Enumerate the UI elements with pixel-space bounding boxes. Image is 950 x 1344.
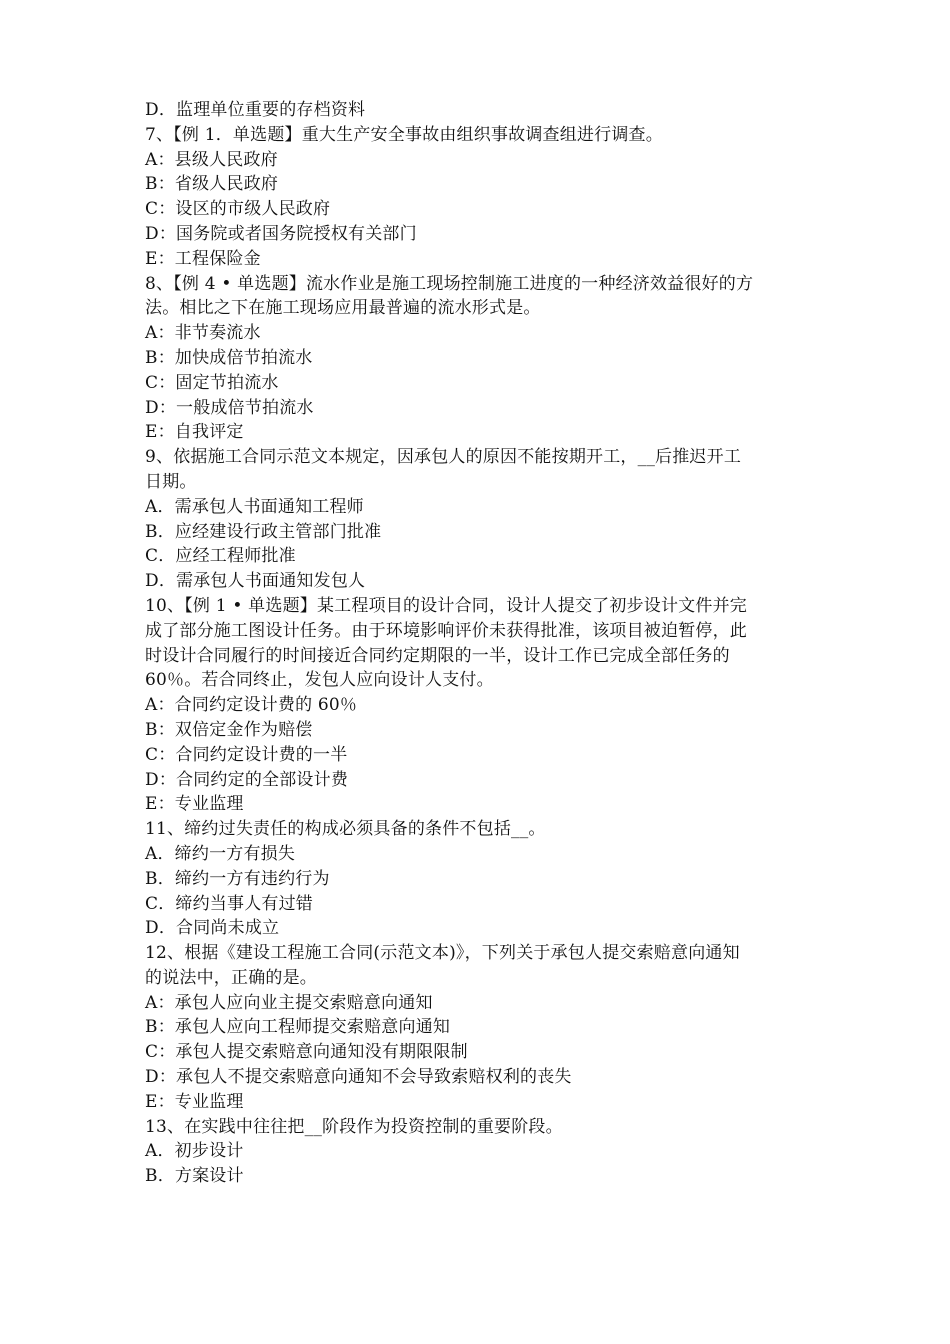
- answer-option-line: C：承包人提交索赔意向通知没有期限限制: [145, 1042, 468, 1063]
- answer-option-line: A：承包人应向业主提交索赔意向通知: [145, 992, 433, 1013]
- answer-option-line: A．需承包人书面通知工程师: [145, 496, 364, 517]
- answer-option-line: E：工程保险金: [145, 248, 261, 269]
- answer-option-line: B．应经建设行政主管部门批准: [145, 521, 382, 542]
- answer-option-line: B：承包人应向工程师提交索赔意向通知: [145, 1017, 451, 1038]
- answer-option-line: B：加快成倍节拍流水: [145, 347, 313, 368]
- answer-option-line: C．缔约当事人有过错: [145, 893, 314, 914]
- question-text-line: 的说法中，正确的是。: [145, 967, 317, 988]
- question-text-line: 日期。: [145, 471, 197, 492]
- answer-option-line: D．需承包人书面通知发包人: [145, 571, 366, 592]
- answer-option-line: A．缔约一方有损失: [145, 843, 296, 864]
- question-text-line: 7、【例 1．单选题】重大生产安全事故由组织事故调查组进行调查。: [145, 124, 663, 145]
- question-text-line: 法。相比之下在施工现场应用最普遍的流水形式是。: [145, 298, 541, 319]
- answer-option-line: B．方案设计: [145, 1166, 244, 1187]
- answer-option-line: A：县级人民政府: [145, 149, 278, 170]
- answer-option-line: A：合同约定设计费的 60％: [145, 695, 358, 716]
- question-text-line: 10、【例 1 • 单选题】某工程项目的设计合同，设计人提交了初步设计文件并完: [145, 595, 747, 616]
- question-text-line: 13、在实践中往往把__阶段作为投资控制的重要阶段。: [145, 1116, 563, 1137]
- question-text-line: 60％。若合同终止，发包人应向设计人支付。: [145, 670, 494, 691]
- question-text-line: 时设计合同履行的时间接近合同约定期限的一半，设计工作已完成全部任务的: [145, 645, 730, 666]
- question-text-line: 8、【例 4 • 单选题】流水作业是施工现场控制施工进度的一种经济效益很好的方: [145, 273, 754, 294]
- answer-option-line: A．初步设计: [145, 1141, 244, 1162]
- answer-option-line: D．监理单位重要的存档资料: [145, 100, 366, 120]
- answer-option-line: E：自我评定: [145, 422, 244, 443]
- answer-option-line: A：非节奏流水: [145, 323, 261, 344]
- question-text-line: 9、依据施工合同示范文本规定，因承包人的原因不能按期开工，__后推迟开工: [145, 447, 742, 468]
- answer-option-line: B：省级人民政府: [145, 174, 279, 195]
- answer-option-line: D：国务院或者国务院授权有关部门: [145, 223, 417, 244]
- answer-option-line: E：专业监理: [145, 794, 244, 815]
- answer-option-line: C：固定节拍流水: [145, 372, 279, 393]
- answer-option-line: C：设区的市级人民政府: [145, 199, 331, 220]
- answer-option-line: B：双倍定金作为赔偿: [145, 719, 313, 740]
- answer-option-line: D：承包人不提交索赔意向通知不会导致索赔权利的丧失: [145, 1067, 572, 1088]
- answer-option-line: D：合同约定的全部设计费: [145, 769, 349, 790]
- answer-option-line: E：专业监理: [145, 1091, 244, 1112]
- answer-option-line: C：合同约定设计费的一半: [145, 744, 348, 765]
- document-page: [145, 98, 810, 1189]
- answer-option-line: C．应经工程师批准: [145, 546, 296, 567]
- answer-option-line: D：一般成倍节拍流水: [145, 397, 314, 418]
- question-text-line: 12、根据《建设工程施工合同(示范文本)》，下列关于承包人提交索赔意向通知: [145, 943, 740, 964]
- answer-option-line: D．合同尚未成立: [145, 918, 280, 939]
- question-text-line: 11、缔约过失责任的构成必须具备的条件不包括__。: [145, 819, 546, 840]
- answer-option-line: B．缔约一方有违约行为: [145, 868, 330, 889]
- question-text-line: 成了部分施工图设计任务。由于环境影响评价未获得批准，该项目被迫暂停，此: [145, 620, 747, 641]
